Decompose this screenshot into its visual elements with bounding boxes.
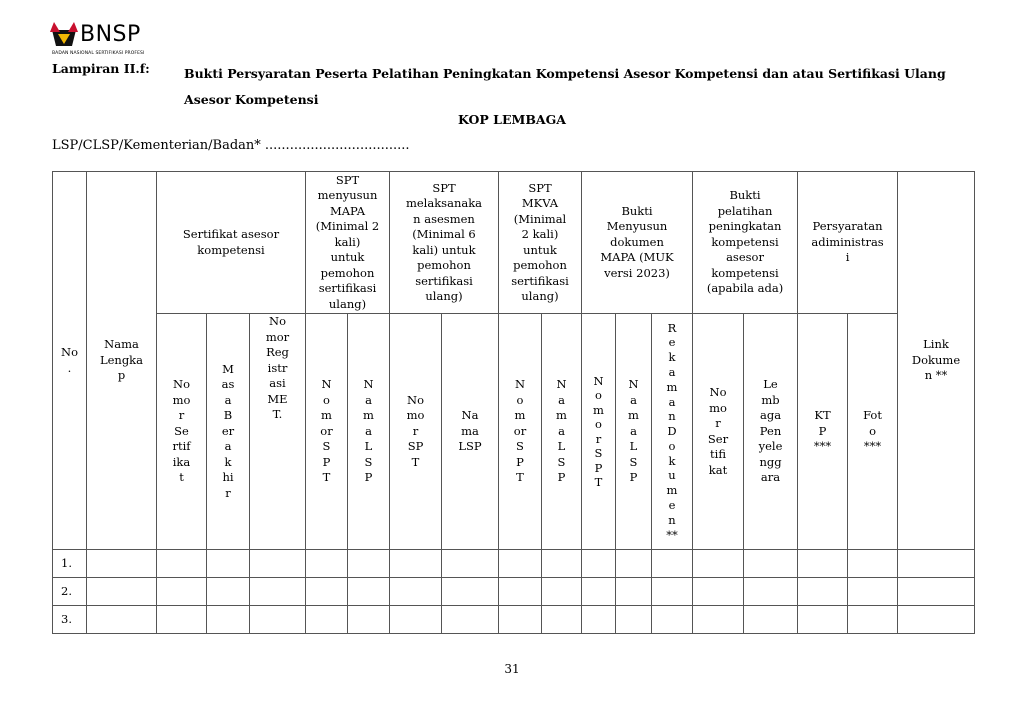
cell[interactable] xyxy=(348,578,390,606)
subheader-bukti-nomor-spt: N o m o r S P T xyxy=(582,314,616,550)
attachment-label: Lampiran II.f: xyxy=(52,61,150,76)
lsp-line: LSP/CLSP/Kementerian/Badan* ................................... xyxy=(52,138,410,153)
cell[interactable] xyxy=(848,578,898,606)
cell[interactable] xyxy=(652,578,693,606)
cell[interactable] xyxy=(616,550,652,578)
row-number: 1. xyxy=(53,550,87,578)
logo-text: BNSP xyxy=(80,22,141,47)
cell[interactable] xyxy=(744,550,798,578)
header-sertifikat-asesor: Sertifikat asesor kompetensi xyxy=(157,172,306,314)
cell[interactable] xyxy=(744,578,798,606)
subheader-foto: Fot o *** xyxy=(848,314,898,550)
cell[interactable] xyxy=(652,550,693,578)
cell[interactable] xyxy=(693,578,744,606)
cell[interactable] xyxy=(306,606,348,634)
cell[interactable] xyxy=(582,578,616,606)
header-nama-lengkap: Nama Lengka p xyxy=(87,172,157,550)
page-number: 31 xyxy=(504,662,520,676)
kop-lembaga: KOP LEMBAGA xyxy=(458,112,566,127)
cell-link[interactable] xyxy=(898,606,975,634)
subheader-pelatihan-nomor-sertifikat: No mo r Ser tifi kat xyxy=(693,314,744,550)
bnsp-logo xyxy=(50,18,170,58)
requirements-table xyxy=(52,171,975,634)
subheader-mkva-nomor-spt: N o m or S P T xyxy=(499,314,542,550)
cell[interactable] xyxy=(157,606,207,634)
subheader-asesmen-nomor-spt: No mo r SP T xyxy=(390,314,442,550)
cell-link[interactable] xyxy=(898,578,975,606)
cell[interactable] xyxy=(499,606,542,634)
cell[interactable] xyxy=(250,550,306,578)
cell[interactable] xyxy=(582,550,616,578)
header-link-dokumen: Link Dokume n ** xyxy=(898,172,975,550)
subheader-nomor-sertifikat: No mo r Se rtif ika t xyxy=(157,314,207,550)
cell-nama[interactable] xyxy=(87,606,157,634)
cell[interactable] xyxy=(306,578,348,606)
cell[interactable] xyxy=(798,606,848,634)
subheader-rekaman-dokumen: R e k a m a n D o k u m e n ** xyxy=(652,314,693,550)
cell[interactable] xyxy=(542,578,582,606)
cell[interactable] xyxy=(542,550,582,578)
cell[interactable] xyxy=(207,606,250,634)
subheader-mkva-nama-lsp: N a m a L S P xyxy=(542,314,582,550)
header-no: No . xyxy=(53,172,87,550)
subheader-asesmen-nama-lsp: Na ma LSP xyxy=(442,314,499,550)
cell[interactable] xyxy=(442,550,499,578)
cell[interactable] xyxy=(250,606,306,634)
cell[interactable] xyxy=(390,550,442,578)
cell-nama[interactable] xyxy=(87,578,157,606)
logo-subtitle: BADAN NASIONAL SERTIFIKASI PROFESI xyxy=(52,51,145,56)
header-persyaratan-administrasi: Persyaratan adiministras i xyxy=(798,172,898,314)
subheader-mapa-nama-lsp: N a m a L S P xyxy=(348,314,390,550)
cell[interactable] xyxy=(693,606,744,634)
cell-nama[interactable] xyxy=(87,550,157,578)
cell[interactable] xyxy=(157,550,207,578)
cell[interactable] xyxy=(442,578,499,606)
cell[interactable] xyxy=(390,578,442,606)
attachment-title: Bukti Persyaratan Peserta Pelatihan Peningkatan Kompetensi Asesor Kompetensi dan atau Sertifikasi Ulang Asesor Kompetensi xyxy=(184,66,946,107)
header-spt-mapa: SPT menyusun MAPA (Minimal 2 kali) untuk pemohon sertifikasi ulang) xyxy=(306,172,390,314)
cell[interactable] xyxy=(499,550,542,578)
cell[interactable] xyxy=(616,578,652,606)
subheader-ktp: KT P *** xyxy=(798,314,848,550)
subheader-lembaga-penyelenggara: Le mb aga Pen yele ngg ara xyxy=(744,314,798,550)
cell[interactable] xyxy=(616,606,652,634)
cell[interactable] xyxy=(157,578,207,606)
cell[interactable] xyxy=(744,606,798,634)
cell[interactable] xyxy=(798,550,848,578)
row-number: 3. xyxy=(53,606,87,634)
header-spt-asesmen: SPT melaksanaka n asesmen (Minimal 6 kali) untuk pemohon sertifikasi ulang) xyxy=(390,172,499,314)
table-row xyxy=(53,550,975,578)
row-number: 2. xyxy=(53,578,87,606)
header-spt-mkva: SPT MKVA (Minimal 2 kali) untuk pemohon sertifikasi ulang) xyxy=(499,172,582,314)
cell[interactable] xyxy=(499,578,542,606)
cell[interactable] xyxy=(250,578,306,606)
cell[interactable] xyxy=(582,606,616,634)
cell[interactable] xyxy=(848,606,898,634)
cell[interactable] xyxy=(207,578,250,606)
table-row xyxy=(53,578,975,606)
subheader-masa-berakhir: M as a B er a k hi r xyxy=(207,314,250,550)
cell-link[interactable] xyxy=(898,550,975,578)
cell[interactable] xyxy=(652,606,693,634)
bnsp-emblem-icon xyxy=(50,20,78,50)
subheader-mapa-nomor-spt: N o m or S P T xyxy=(306,314,348,550)
cell[interactable] xyxy=(848,550,898,578)
cell[interactable] xyxy=(348,550,390,578)
header-bukti-pelatihan: Bukti pelatihan peningkatan kompetensi asesor kompetensi (apabila ada) xyxy=(693,172,798,314)
cell[interactable] xyxy=(306,550,348,578)
subheader-bukti-nama-lsp: N a m a L S P xyxy=(616,314,652,550)
cell[interactable] xyxy=(693,550,744,578)
subheader-nomor-registrasi-met: No mor Reg istr asi ME T. xyxy=(250,314,306,550)
cell[interactable] xyxy=(542,606,582,634)
cell[interactable] xyxy=(390,606,442,634)
table-row xyxy=(53,606,975,634)
cell[interactable] xyxy=(798,578,848,606)
cell[interactable] xyxy=(348,606,390,634)
cell[interactable] xyxy=(442,606,499,634)
cell[interactable] xyxy=(207,550,250,578)
header-bukti-mapa: Bukti Menyusun dokumen MAPA (MUK versi 2023) xyxy=(582,172,693,314)
